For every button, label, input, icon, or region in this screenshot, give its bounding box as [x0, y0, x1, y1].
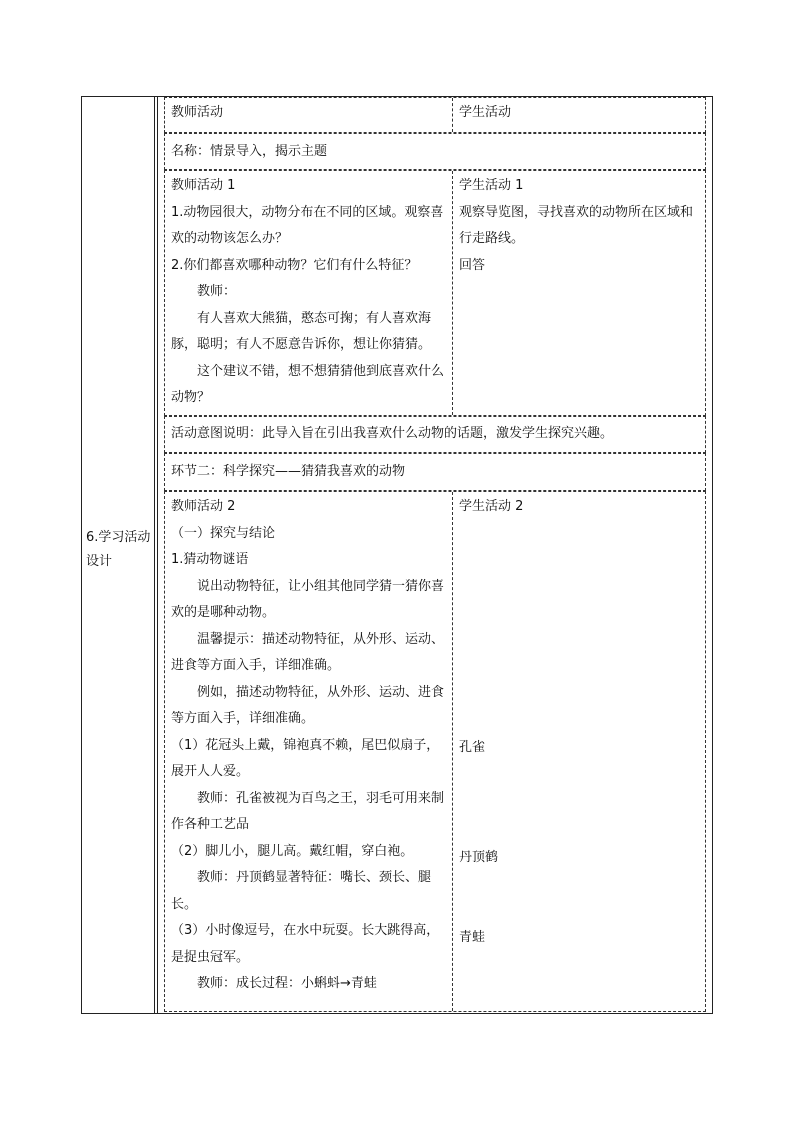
part1-teacher-line: 有人喜欢大熊猫，憨态可掬；有人喜欢海豚，聪明；有人不愿意告诉你，想让你猜猜。 [171, 310, 432, 352]
part1-teacher-line: 教师： [197, 284, 237, 299]
part2-teacher-line: （一）探究与结论 [171, 525, 276, 541]
part1-student-line: 回答 [459, 257, 486, 273]
part1-teacher-line: 这个建议不错，想不想猜猜他到底喜欢什么动物？ [171, 363, 445, 405]
part1-title: 名称：情景导入，揭示主题 [171, 144, 328, 159]
part2-title: 环节二：科学探究——猜猜我喜欢的动物 [171, 464, 406, 479]
section-label: 6.学习活动设计 [86, 530, 151, 569]
part1-teacher-label: 教师活动 1 [171, 178, 236, 193]
part1-teacher-line: 2.你们都喜欢哪种动物？它们有什么特征？ [171, 257, 418, 273]
part2-teacher-line: 教师：成长过程：小蝌蚪→青蛙 [197, 976, 377, 991]
part2-title-row [164, 453, 706, 491]
activity-table [164, 97, 706, 1012]
student-answer: 丹顶鹤 [459, 850, 499, 865]
part2-teacher-line: 温馨提示：描述动物特征，从外形、运动、进食等方面入手，详细准确。 [171, 631, 445, 673]
part1-teacher-content [165, 171, 452, 412]
part2-activity-row [164, 491, 706, 1012]
part1-intent: 活动意图说明：此导入旨在引出我喜欢什么动物的话题，激发学生探究兴趣。 [171, 426, 614, 441]
part2-teacher-line: 教师：丹顶鹤显著特征：嘴长、颈长、腿长。 [171, 870, 432, 912]
part2-teacher-label: 教师活动 2 [171, 499, 236, 514]
student-answer: 孔雀 [459, 740, 486, 755]
part1-student-content [453, 171, 705, 279]
part2-teacher-content [165, 492, 452, 998]
header-student-cell [453, 98, 705, 132]
part2-teacher-line: （1）花冠头上戴，锦袍真不赖，尾巴似扇子，展开人人爱。 [171, 737, 440, 779]
header-teacher: 教师活动 [171, 105, 224, 120]
student-answer: 青蛙 [459, 930, 486, 945]
part1-title-row [164, 133, 706, 170]
part1-student-line: 观察导览图，寻找喜欢的动物所在区域和行走路线。 [459, 204, 694, 246]
part1-teacher-line: 1.动物园很大，动物分布在不同的区域。观察喜欢的动物该怎么办？ [171, 204, 444, 246]
column-divider-double [157, 96, 158, 1014]
part1-intent-row [164, 416, 706, 453]
part2-teacher-line: （2）脚儿小，腿儿高。戴红帽，穿白袍。 [171, 843, 414, 859]
part1-student-label: 学生活动 1 [459, 178, 524, 193]
part2-teacher-line: 1.猜动物谜语 [171, 552, 249, 567]
part2-teacher-line: （3）小时像逗号，在水中玩耍。长大跳得高，是捉虫冠军。 [171, 923, 440, 965]
part1-teacher-cell [165, 171, 453, 415]
header-row [164, 97, 706, 133]
part2-student-cell [453, 492, 705, 1011]
part2-teacher-line: 教师：孔雀被视为百鸟之王，羽毛可用来制作各种工艺品 [171, 790, 445, 832]
part2-teacher-line: 例如，描述动物特征，从外形、运动、进食等方面入手，详细准确。 [171, 684, 445, 726]
part2-teacher-cell [165, 492, 453, 1011]
column-divider [154, 96, 155, 1014]
part2-teacher-line: 说出动物特征，让小组其他同学猜一猜你喜欢的是哪种动物。 [171, 578, 445, 620]
header-student: 学生活动 [459, 105, 512, 120]
part1-student-cell [453, 171, 705, 415]
header-teacher-cell [165, 98, 453, 132]
part1-activity-row [164, 170, 706, 416]
part2-student-label: 学生活动 2 [459, 499, 524, 514]
